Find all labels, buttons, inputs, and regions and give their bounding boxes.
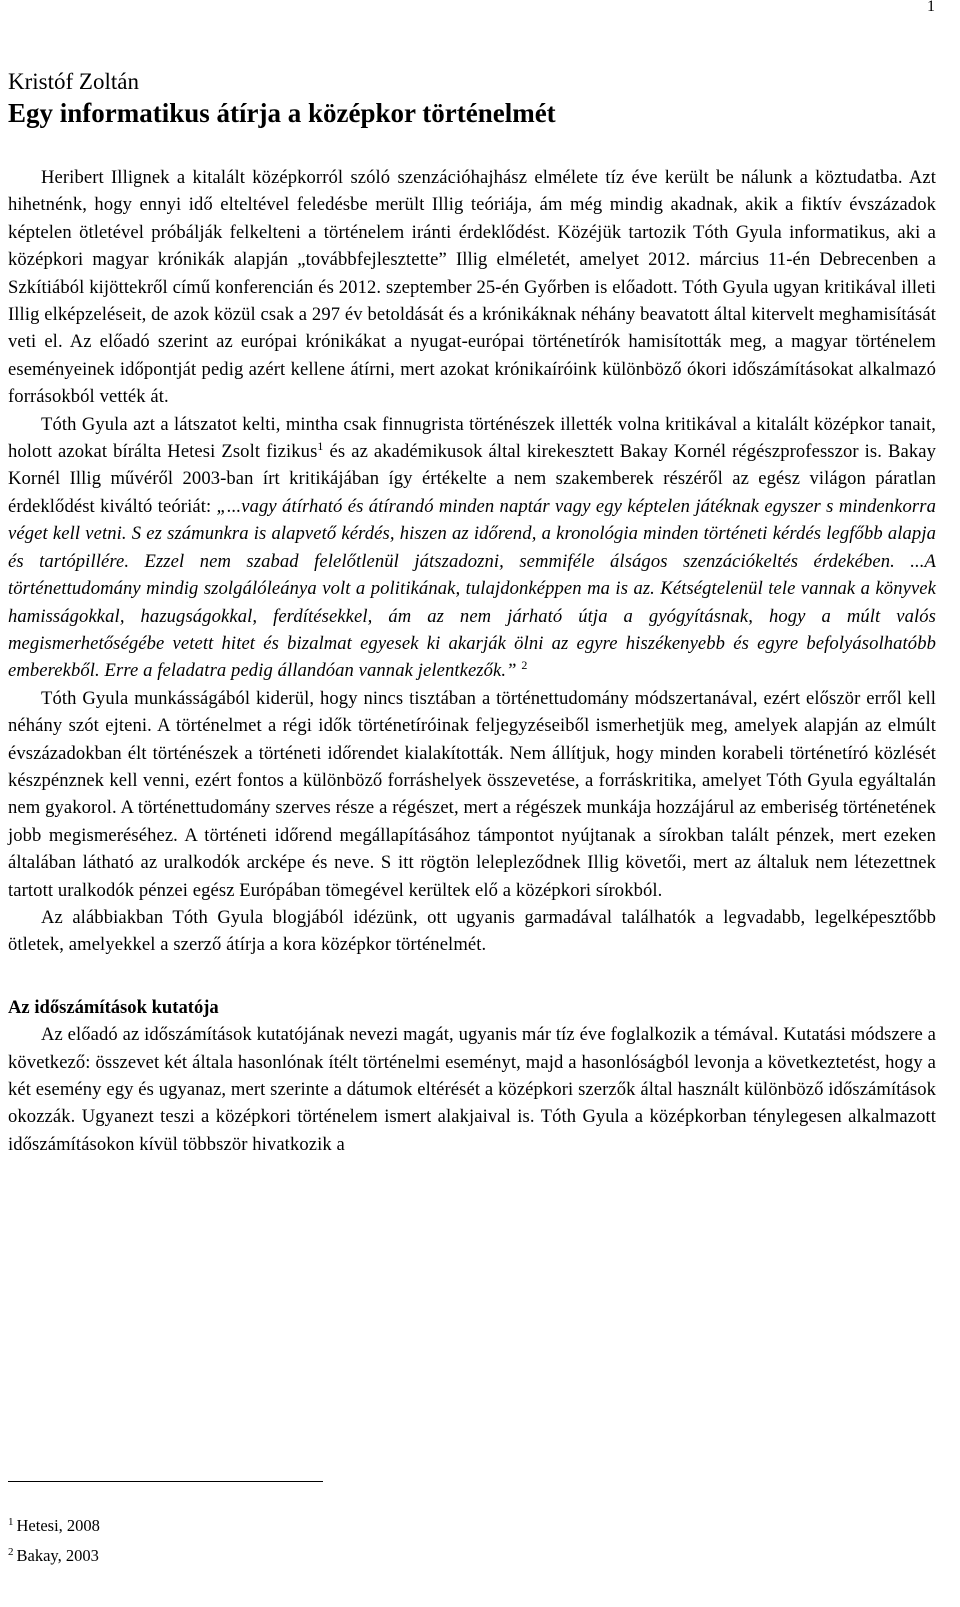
- document-title: Egy informatikus átírja a középkor történelmét: [8, 98, 556, 128]
- bakay-quote: „...vagy átírható és átírandó minden naptár vagy egy képtelen játéknak egyszer s mindenkorra véget kell vetni. S ez számunkra is alapvető kérdés, hiszen az időrend, a kronológia minden történeti kérdés legfőbb alapja és tartópillére. Ezzel nem szabad felelőtlenül játszadozni, semmiféle álságos szenzációkeltés érdekében. ...A történettudomány mindig szolgálóleánya volt a politikának, tulajdonképpen ma is az. Kétségtelenül tele vannak a könyvek hamisságokkal, hazugságokkal, ferdítésekkel, ám az nem járható útja a gyógyításnak, hogy a múlt valós megismerhetőségébe vetett hitet és bizalmat egyesek ki akarják ölni az egyre hiszékenyebb és egyre befolyásolhatóbb emberekből. Erre a feladatra pedig állandóan vannak jelentkezők.”: [8, 495, 936, 682]
- footnotes: [8, 1511, 100, 1571]
- author-name: Kristóf Zoltán: [8, 69, 139, 94]
- footnote-ref-2: 2: [521, 658, 528, 673]
- paragraph-2-text-b: és az akadémikusok által kirekesztett Bakay Kornél régészprofesszor is. Bakay Kornél Illig művéről 2003-ban írt kritikájában így értékelte a nem szakemberek részéről az egész világon páratlan érdeklődést kiváltó teóriát:: [8, 441, 937, 517]
- page-number: 1: [927, 0, 935, 15]
- footnote-mark: 1: [8, 1515, 14, 1528]
- paragraph-3: Tóth Gyula munkásságából kiderül, hogy nincs tisztában a történettudomány módszertanával, ezért először erről kell néhány szót ejteni. A történelmet a régi idők történetíróinak feljegyzéseiből ismerhetjük meg, amelyek alapján az elmúlt évszázadokban élt történészek a történeti időrendet kialakították. Nem állítjuk, hogy minden korabeli történetíró közlését készpénznek kell venni, ezért fontos a különböző forráshelyek összevetése, a forráskritika, amelyet Tóth Gyula egyáltalán nem gyakorol. A történettudomány szerves része a régészet, mert a régészek munkája hozzájárul az emberiség történetének jobb megismeréséhez. A történeti időrend megállapításához támpontot nyújtanak a sírokban talált pénzek, mert ezeken általában látható az uralkodók arcképe és neve. S itt rögtön lelepleződnek Illig követői, mert az általuk nem létezettnek tartott uralkodók pénzei egész Európában tömegével kerültek elő a középkori sírokból.: [8, 687, 936, 901]
- paragraph-2: [8, 411, 936, 685]
- footnote-text: Hetesi, 2008: [16, 1516, 100, 1535]
- footnote-mark: 2: [8, 1545, 14, 1558]
- document-body: [8, 68, 936, 1158]
- footnote-divider: [8, 1481, 323, 1482]
- section-heading: Az időszámítások kutatója: [8, 996, 219, 1018]
- paragraph-1: Heribert Illignek a kitalált középkorról szóló szenzációhajhász elmélete tíz éve került be nálunk a köztudatba. Azt hihetnénk, hogy ennyi idő elteltével feledésbe merült Illig teóriája, ám még mindig akadnak, akik a fiktív évszázadok képtelen ötletével próbálják felkelteni a történelem iránti érdeklődést. Közéjük tartozik Tóth Gyula informatikus, aki a középkori magyar krónikák alapján „továbbfejlesztette” Illig elméletét, amelyet 2012. március 11-én Debrecenben a Szkítiából kijöttekről című konferencián és 2012. szeptember 25-én Győrben is előadott. Tóth Gyula ugyan kritikával illeti Illig elképzeléseit, de azok közül csak a 297 év betoldását és a krónikáknak néhány beavatott által kitervelt meghamisítását veti el. Az előadó szerint az európai krónikákat a nyugat-európai történetírók hamisították meg, a magyar történelem eseményeinek időpontját pedig azért kellene átírni, mert azokat krónikaíróink különböző ókori időszámításokat alkalmazó forrásokból vették át.: [8, 167, 936, 408]
- footnote-1: [8, 1511, 100, 1541]
- footnote-text: Bakay, 2003: [16, 1546, 99, 1565]
- footnote-2: [8, 1541, 100, 1571]
- paragraph-2-text-a: Tóth Gyula azt a látszatot kelti, mintha csak finnugrista történészek illették volna kritikával a kitalált középkor tanait, holott azokat bírálta Hetesi Zsolt fizikus: [8, 413, 936, 463]
- footnote-ref-1: 1: [317, 438, 324, 453]
- paragraph-4: Az alábbiakban Tóth Gyula blogjából idézünk, ott ugyanis garmadával találhatók a legvadabb, legelképesztőbb ötletek, amelyekkel a szerző átírja a kora középkor történelmét.: [8, 906, 936, 956]
- paragraph-5: Az előadó az időszámítások kutatójának nevezi magát, ugyanis már tíz éve foglalkozik a témával. Kutatási módszere a következő: összevet két általa hasonlónak ítélt történelmi eseményt, majd a hasonlóságból levonja a következtetést, hogy a két esemény egy és ugyanaz, mert szerinte a dátumok eltérését a középkori szerzők által használt különböző időszámítások okozzák. Ugyanezt teszi a középkori történelem ismert alakjaival is. Tóth Gyula a középkorban ténylegesen alkalmazott időszámításokon kívül többször hivatkozik a: [8, 1024, 936, 1155]
